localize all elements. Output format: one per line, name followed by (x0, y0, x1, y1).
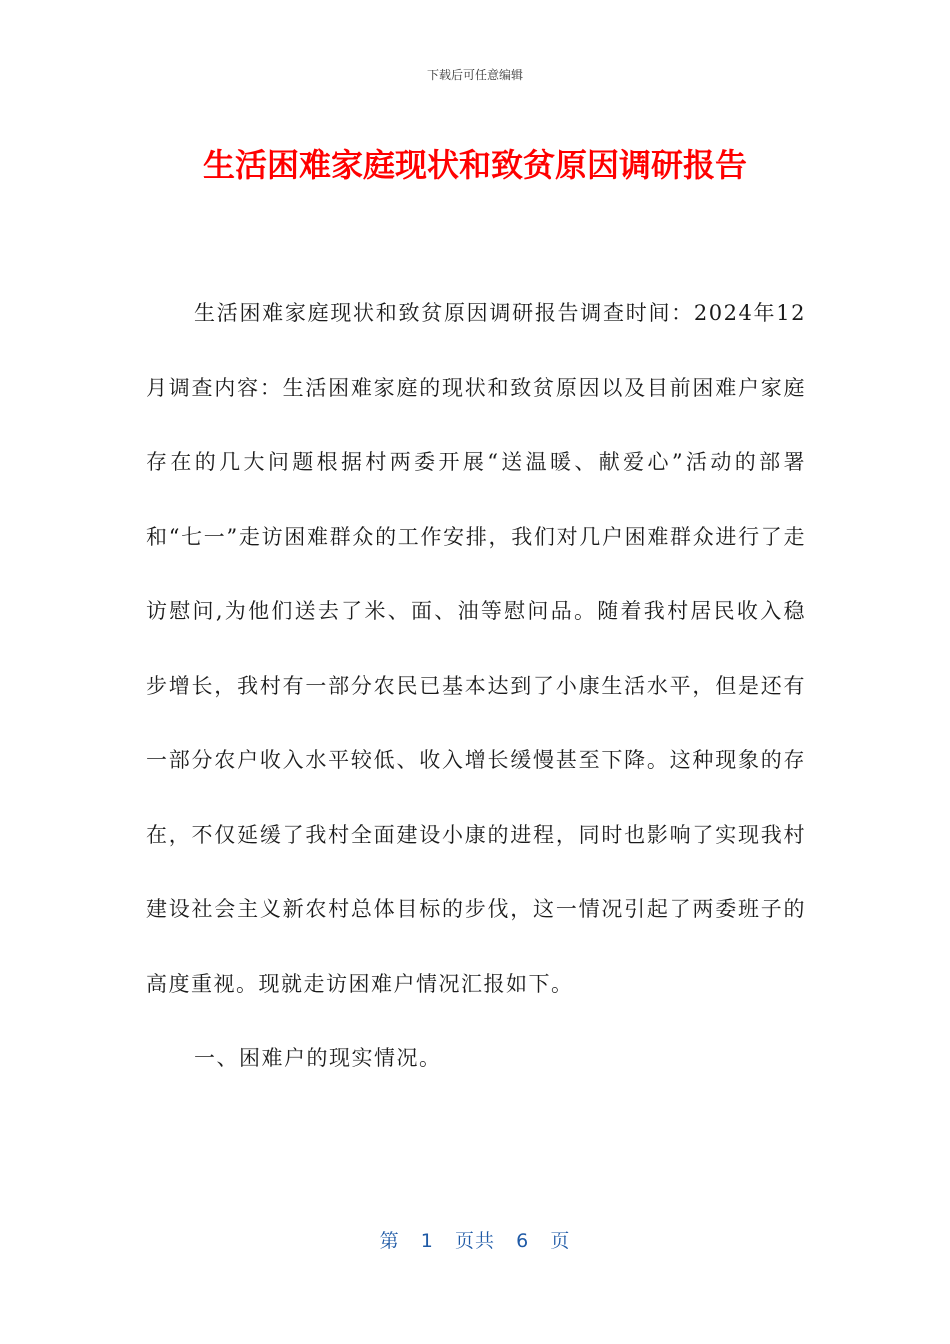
document-body (146, 276, 806, 1096)
page-label-suffix: 页 (550, 1230, 571, 1252)
current-page-number: 1 (420, 1230, 434, 1252)
header-note: 下载后可任意编辑 (426, 68, 523, 82)
page-label-prefix: 第 (379, 1230, 400, 1252)
page-footer (0, 1226, 950, 1253)
paragraph-intro: 生活困难家庭现状和致贫原因调研报告调查时间：2024年12月调查内容：生活困难家庭的现状和致贫原因以及目前困难户家庭存在的几大问题根据村两委开展“送温暖、献爱心”活动的部署和“七一”走访困难群众的工作安排，我们对几户困难群众进行了走访慰问,为他们送去了米、面、油等慰问品。随着我村居民收入稳步增长，我村有一部分农民已基本达到了小康生活水平，但是还有一部分农户收入水平较低、收入增长缓慢甚至下降。这种现象的存在，不仅延缓了我村全面建设小康的进程，同时也影响了实现我村建设社会主义新农村总体目标的步伐，这一情况引起了两委班子的高度重视。现就走访困难户情况汇报如下。 (146, 301, 806, 996)
total-pages-number: 6 (516, 1230, 530, 1252)
document-title: 生活困难家庭现状和致贫原因调研报告 (202, 146, 747, 184)
page-label-middle: 页共 (454, 1230, 495, 1252)
paragraph-section-heading: 一、困难户的现实情况。 (194, 1046, 442, 1070)
